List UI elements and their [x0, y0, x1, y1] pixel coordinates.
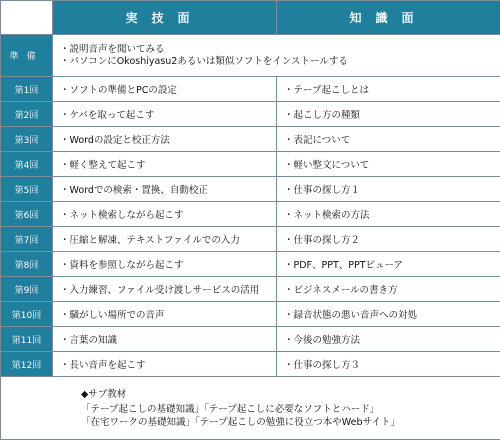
lesson-label: 第2回	[1, 102, 53, 127]
lesson-knowledge: ・軽い整文について	[277, 152, 500, 177]
lesson-row	[1, 277, 500, 302]
header-row	[1, 1, 500, 35]
lesson-practice: ・騒がしい場所での音声	[53, 302, 277, 327]
lesson-practice: ・ソフトの準備とPCの設定	[53, 77, 277, 102]
lesson-practice: ・入力練習、ファイル受け渡しサービスの活用	[53, 277, 277, 302]
lesson-label: 第5回	[1, 177, 53, 202]
lesson-practice: ・圧縮と解凍、テキストファイルでの入力	[53, 227, 277, 252]
prep-row	[1, 35, 500, 77]
lesson-row	[1, 177, 500, 202]
lesson-label: 第8回	[1, 252, 53, 277]
header-knowledge: 知識面	[277, 1, 500, 35]
materials-content	[1, 377, 500, 440]
lesson-label: 第1回	[1, 77, 53, 102]
lesson-knowledge: ・テープ起こしとは	[277, 77, 500, 102]
prep-label: 準備	[1, 35, 53, 77]
prep-line: ・パソコンにOkoshiyasu2あるいは類似ソフトをインストールする	[60, 56, 500, 68]
header-practice: 実技面	[53, 1, 277, 35]
lesson-row	[1, 327, 500, 352]
lesson-row	[1, 302, 500, 327]
lesson-row	[1, 77, 500, 102]
lesson-knowledge: ・仕事の探し方１	[277, 177, 500, 202]
lesson-practice: ・言葉の知識	[53, 327, 277, 352]
lesson-label: 第3回	[1, 127, 53, 152]
materials-line: 「テープ起こしの基礎知識」「テープ起こしに必要なソフトとハード」	[81, 403, 500, 416]
lesson-knowledge: ・ネット検索の方法	[277, 202, 500, 227]
lesson-knowledge: ・今後の勉強方法	[277, 327, 500, 352]
prep-line: ・説明音声を聞いてみる	[60, 44, 500, 56]
materials-title: ◆サブ教材	[81, 388, 500, 401]
materials-line: 「在宅ワークの基礎知識」「テープ起こしの勉強に役立つ本やWebサイト」	[81, 416, 500, 429]
lesson-row	[1, 352, 500, 377]
lesson-label: 第12回	[1, 352, 53, 377]
lesson-practice: ・長い音声を起こす	[53, 352, 277, 377]
lesson-practice: ・資料を参照しながら起こす	[53, 252, 277, 277]
lesson-row	[1, 152, 500, 177]
lesson-row	[1, 227, 500, 252]
lesson-row	[1, 252, 500, 277]
lesson-label: 第4回	[1, 152, 53, 177]
lesson-label: 第10回	[1, 302, 53, 327]
lesson-knowledge: ・仕事の探し方３	[277, 352, 500, 377]
lesson-label: 第7回	[1, 227, 53, 252]
lesson-row	[1, 202, 500, 227]
lesson-label: 第9回	[1, 277, 53, 302]
lesson-knowledge: ・ビジネスメールの書き方	[277, 277, 500, 302]
lesson-label: 第11回	[1, 327, 53, 352]
lesson-knowledge: ・起こし方の種類	[277, 102, 500, 127]
lesson-practice: ・Wordでの検索・置換、自動校正	[53, 177, 277, 202]
lesson-row	[1, 127, 500, 152]
lesson-knowledge: ・表記について	[277, 127, 500, 152]
prep-content	[53, 35, 500, 77]
lesson-practice: ・ケバを取って起こす	[53, 102, 277, 127]
lesson-practice: ・ネット検索しながら起こす	[53, 202, 277, 227]
materials-row	[1, 377, 500, 440]
header-corner	[1, 1, 53, 35]
lesson-row	[1, 102, 500, 127]
lesson-knowledge: ・録音状態の悪い音声への対処	[277, 302, 500, 327]
lesson-knowledge: ・仕事の探し方２	[277, 227, 500, 252]
lesson-practice: ・軽く整えて起こす	[53, 152, 277, 177]
lesson-practice: ・Wordの設定と校正方法	[53, 127, 277, 152]
lesson-knowledge: ・PDF、PPT、PPTビューア	[277, 252, 500, 277]
lesson-label: 第6回	[1, 202, 53, 227]
